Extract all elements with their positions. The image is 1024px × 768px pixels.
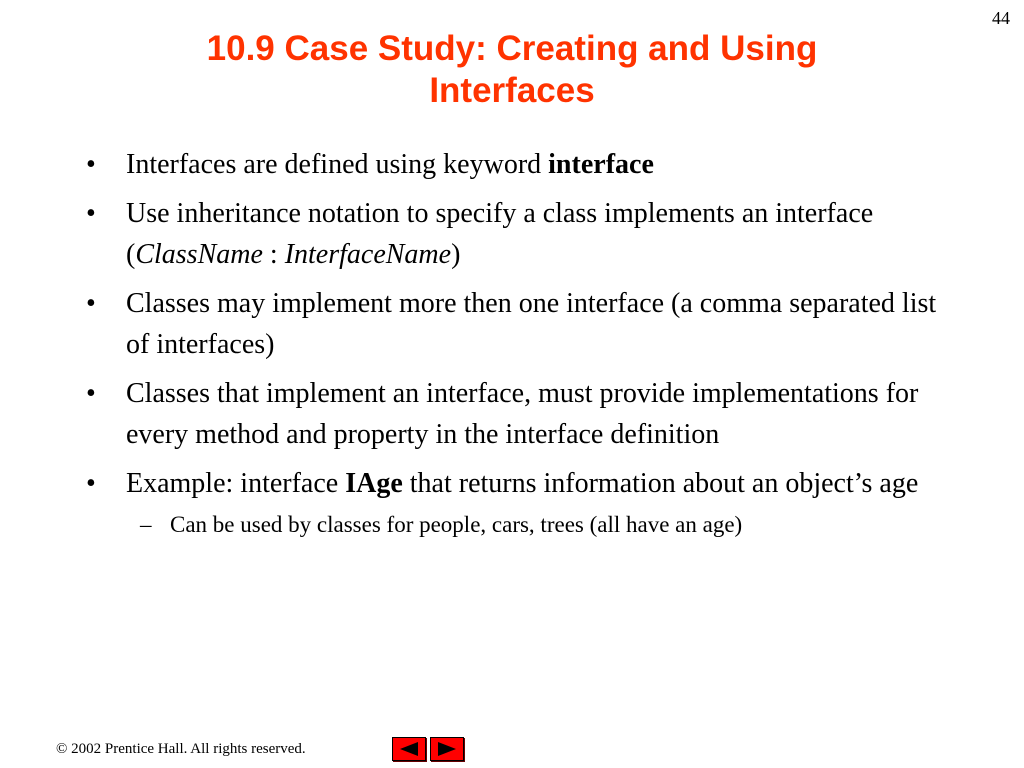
right-arrow-icon	[436, 741, 458, 757]
page-number: 44	[992, 8, 1010, 28]
bullet-list	[86, 144, 956, 542]
slide-navigation	[392, 737, 468, 761]
bullet-item	[86, 373, 956, 455]
bullet-text: )	[451, 239, 461, 270]
bullet-text: Use inheritance notation to specify a class implements an interface (	[126, 198, 874, 270]
left-arrow-icon	[398, 741, 420, 757]
bullet-item	[86, 193, 956, 275]
bullet-text: Interfaces are defined using keyword	[126, 149, 549, 180]
bullet-item	[86, 283, 956, 365]
bullet-text: Classes that implement an interface, must provide implementations for every method and property in the interface definition	[126, 378, 919, 450]
bullet-text-italic: InterfaceName	[284, 239, 452, 270]
next-slide-button[interactable]	[430, 737, 464, 761]
bullet-item	[86, 144, 956, 185]
bullet-text-bold: interface	[548, 149, 654, 180]
previous-slide-button[interactable]	[392, 737, 426, 761]
bullet-text: that returns information about an object’s age	[402, 468, 919, 499]
copyright-symbol: ©	[56, 741, 68, 757]
bullet-text: :	[262, 239, 285, 270]
bullet-text-italic: ClassName	[135, 239, 263, 270]
slide-title	[0, 28, 1024, 112]
bullet-text: Example: interface	[126, 468, 346, 499]
bullet-text: Classes may implement more then one interface (a comma separated list of interfaces)	[126, 288, 937, 360]
bullet-item	[86, 463, 956, 504]
slide-title-line-2: Interfaces	[429, 71, 595, 110]
copyright-footer	[56, 741, 306, 758]
bullet-text-bold: IAge	[345, 468, 403, 499]
copyright-text: 2002 Prentice Hall. All rights reserved.	[67, 741, 306, 757]
slide-title-line-1: 10.9 Case Study: Creating and Using	[206, 29, 818, 68]
sub-bullet-item: – Can be used by classes for people, cars, trees (all have an age)	[140, 508, 956, 542]
